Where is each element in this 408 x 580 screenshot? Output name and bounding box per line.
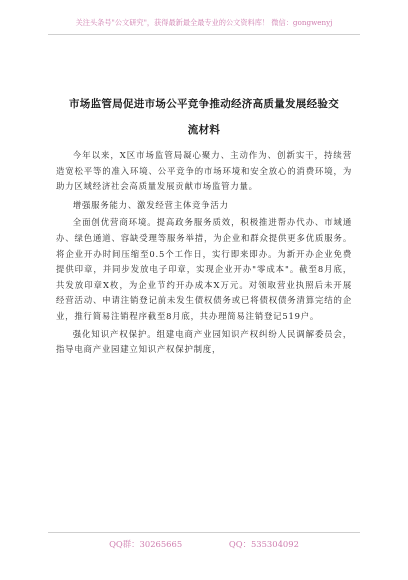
footer [0,538,408,550]
top-divider [48,34,360,35]
footer-qq-group: QQ群：30265665 [109,539,183,549]
top-banner: 关注头条号"公文研究"，获得最新最全最专业的公文资料库！ 微信：gongwenyj [75,18,333,27]
document-title-line-2: 流材料 [187,124,221,136]
paragraph-intro: 今年以来，X区市场监管局凝心聚力、主动作为、创新实干，持续营造宽松平等的准入环境、公平竞争的市场环境和安全放心的消费环境，为助力区域经济社会高质量发展贡献市场监管力量。 [56,150,352,192]
footer-qq: QQ：535304092 [228,539,299,549]
document-body [56,148,352,358]
document-title-line-1: 市场监管局促进市场公平竞争推动经济高质量发展经验交 [69,98,339,110]
section-heading: 增强服务能力、激发经营主体竞争活力 [72,199,229,210]
paragraph-business-environment: 全面创优营商环境。提高政务服务质效，积极推进帮办代办、市域通办、绿色通道、容缺受理等服务举措，为企业和群众提供更多优质服务。将企业开办时间压缩至0.5个工作日，实行即来即办。为新开办企业免费提供印章，并同步发放电子印章，实现企业开办"零成本"。截至8月底，共发放印章X枚，为企业节约开办成本X万元。对领取营业执照后未开展经营活动、申请注销登记前未发生债权债务或已将债权债务清算完结的企业，推行简易注销程序截至8月底，共办理简易注销登记519户。 [56,217,352,321]
paragraph-ip-protection: 强化知识产权保护。组建电商产业园知识产权纠纷人民调解委员会，指导电商产业园建立知识产权保护制度， [56,328,352,355]
bottom-divider [48,532,360,533]
